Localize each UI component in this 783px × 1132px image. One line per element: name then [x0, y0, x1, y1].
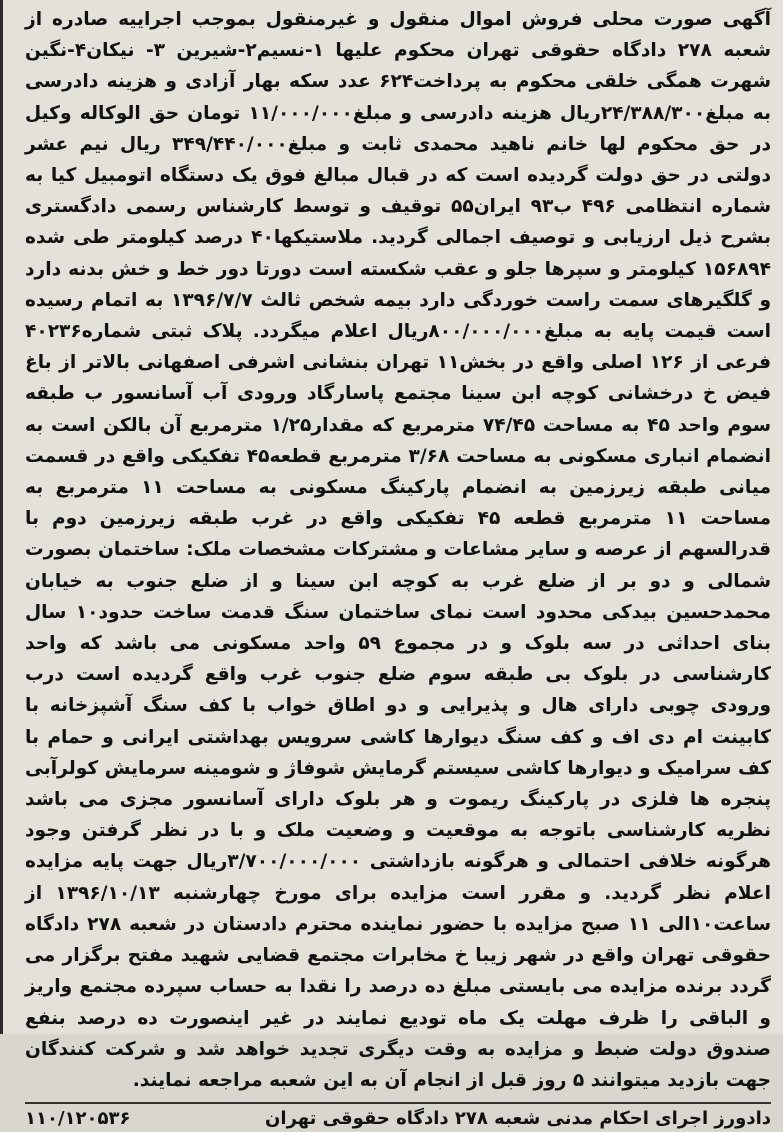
reference-number: ۱۱۰/۱۲۰۵۳۶	[25, 1108, 131, 1130]
issuer-signature: دادورز اجرای احکام مدنی شعبه ۲۷۸ دادگاه حقوقی تهران	[265, 1108, 771, 1130]
auction-notice-body: آگهی صورت محلی فروش اموال منقول و غیرمنقول بموجب اجراییه صادره از شعبه ۲۷۸ دادگاه حقوقی تهران محکوم علیها ۱-نسیم۲-شیرین ۳- نیکان۴-نگین شهرت همگی خلقی محکوم به پرداخت۶۲۴ عدد سکه بهار آزادی و هزینه دادرسی به مبلغ۲۴/۳۸۸/۳۰۰ریال هزینه دادرسی و مبلغ۱۱/۰۰۰/۰۰۰ تومان حق الوکاله وکیل در حق محکوم لها خانم ناهید محمدی ثابت و مبلغ۳۴۹/۴۴۰/۰۰۰ ریال نیم عشر دولتی در حق دولت گردیده است که در قبال مبالغ فوق یک دستگاه اتومبیل کیا به شماره انتظامی ۴۹۶ ب۹۳ ایران۵۵ توقیف و توسط کارشناس رسمی دادگستری بشرح ذیل ارزیابی و توصیف اجمالی گردید. ملاستیکها۴۰ درصد کیلومتر طی شده ۱۵۶۸۹۴ کیلومتر و سپرها جلو و عقب شکسته است دورتا دور خط و خش بدنه دارد و گلگیرهای سمت راست خوردگی دارد بیمه شخص ثالث ۱۳۹۶/۷/۷ به اتمام رسیده است قیمت پایه به مبلغ۸۰۰/۰۰۰/۰۰۰ریال اعلام میگردد. پلاک ثبتی شماره۴۰۲۳۶ فرعی از ۱۲۶ اصلی واقع در بخش۱۱ تهران بنشانی اشرفی اصفهانی بالاتر از باغ فیض خ درخشانی کوچه ابن سینا مجتمع پاسارگاد ورودی آب آسانسور ب طبقه سوم واحد ۴۵ به مساحت ۷۴/۴۵ مترمربع که مقدار۱/۲۵ مترمربع آن بالکن است به انضمام انباری مسکونی به مساحت ۳/۶۸ مترمربع قطعه۴۵ تفکیکی واقع در قسمت میانی طبقه زیرزمین به انضمام پارکینگ مسکونی به مساحت ۱۱ مترمربع به مساحت ۱۱ مترمربع قطعه ۴۵ تفکیکی واقع در غرب طبقه زیرزمین دوم با قدرالسهم از عرصه و سایر مشاعات و مشترکات مشخصات ملک: ساختمان بصورت شمالی و دو بر از ضلع غرب به کوچه ابن سینا و از ضلع جنوب به خیابان محمدحسین بیدکی محدود است نمای ساختمان سنگ قدمت ساخت حدود۱۰ سال بنای احداثی در سه بلوک و در مجموع ۵۹ واحد مسکونی می باشد که واحد کارشناسی در بلوک بی طبقه سوم ضلع جنوب غرب واقع گردیده است درب ورودی چوبی دارای هال و پذیرایی و دو اطاق خواب با کف سنگ آشپزخانه با کابینت ام دی اف و کف سنگ دیوارها کاشی سرویس بهداشتی ایرانی و حمام با کف سرامیک و دیوارها کاشی سیستم گرمایش شوفاژ و شومینه سرمایش کولرآبی پنجره ها فلزی در پارکینگ ریموت و هر بلوک دارای آسانسور مجزی می باشد نظریه کارشناسی باتوجه به موقعیت و وضعیت ملک و با در نظر گرفتن وجود هرگونه خلافی احتمالی و هرگونه بازداشتی ۳/۷۰۰/۰۰۰/۰۰۰ریال جهت پایه مزایده اعلام نظر گردید. و مقرر است مزایده برای مورخ چهارشنبه ۱۳۹۶/۱۰/۱۳ از ساعت۱۰الی ۱۱ صبح مزایده با حضور نماینده محترم دادستان در شعبه ۲۷۸ دادگاه حقوقی تهران واقع در شهر زیبا خ مخابرات مجتمع قضایی شهید مفتح برگزار می گردد برنده مزایده می بایستی مبلغ ده درصد را نقدا به حساب سپرده مجتمع واریز و الباقی را ظرف مهلت یک ماه تودیع نمایند در غیر اینصورت ده درصد بنفع صندوق دولت ضبط و مزایده به وقت دیگری تجدید خواهد شد و شرکت کنندگان جهت بازدید میتوانند ۵ روز قبل از انجام آن به این شعبه مراجعه نمایند.	[25, 9, 772, 1091]
notice-footer	[25, 1102, 771, 1132]
